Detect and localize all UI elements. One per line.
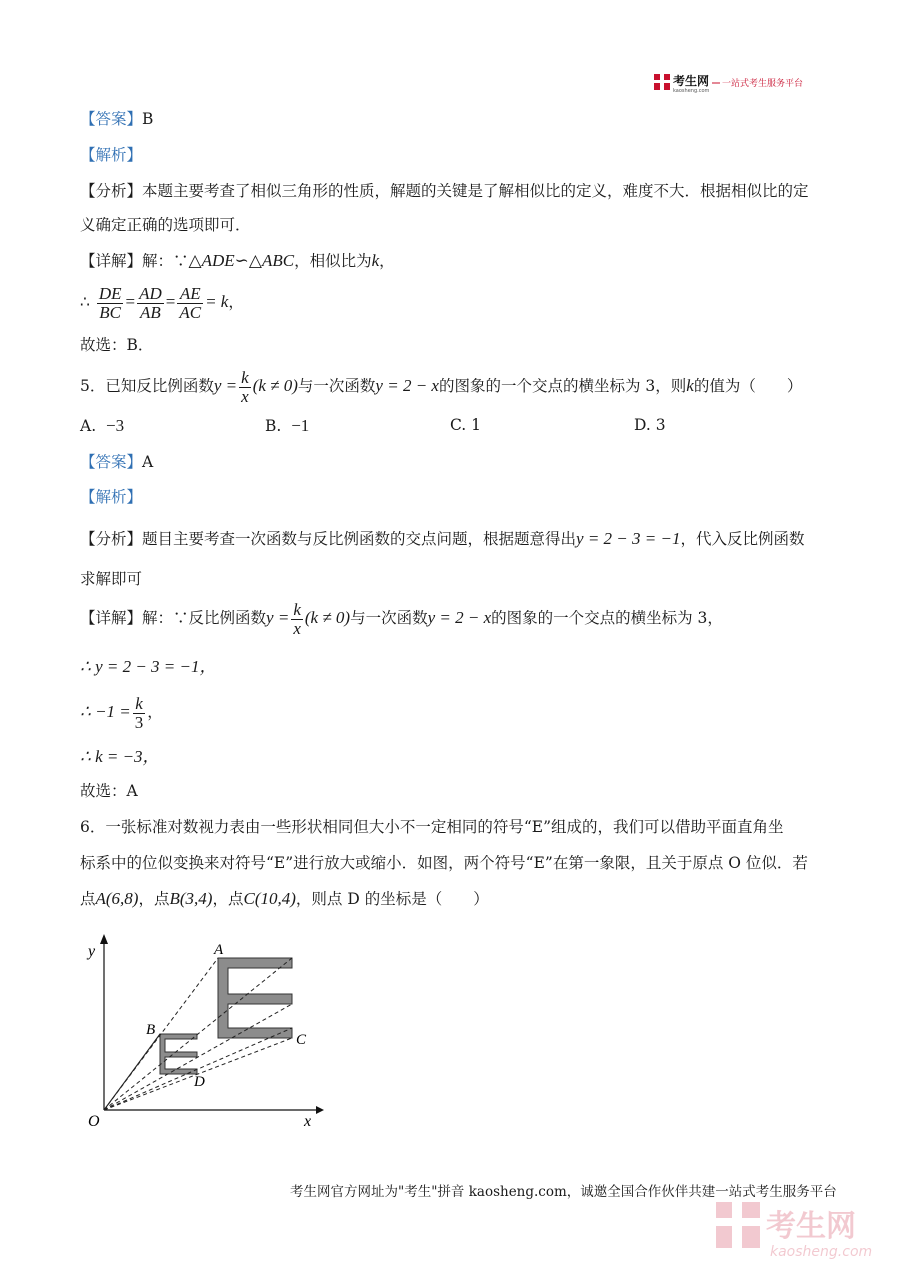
label-o: O xyxy=(88,1113,100,1130)
q5-analysis-tag: 【解析】 xyxy=(80,488,143,506)
x-axis-arrow xyxy=(316,1106,324,1114)
fraction: $\frac{k}{x}$ xyxy=(293,599,301,638)
q5-step2: ∴ −1 = $\frac{k}{3}$ ， xyxy=(80,693,163,732)
q6-line3: 点A(6,8)，点B(3,4)，点C(10,4)，则点 D 的坐标是（ ） xyxy=(80,889,489,908)
q5-option-c: C. 1 xyxy=(450,416,482,434)
y-axis-arrow xyxy=(100,934,108,944)
fraction: $\frac{k}{x}$ xyxy=(241,367,249,406)
label-c: C xyxy=(296,1032,307,1048)
q5-stem: 5．已知反比例函数y = $\frac{k}{x}$ (k ≠ 0)与一次函数y = 2 − x的图象的一个交点的横坐标为 3，则k的值为（ ） xyxy=(80,367,803,406)
q5-answer: 【答案】A xyxy=(80,453,154,471)
q5-option-d: D. 3 xyxy=(634,416,666,434)
q5-fenxi: 【分析】题目主要考查一次函数与反比例函数的交点问题，根据题意得出y = 2 − 3 = −1，代入反比例函数 xyxy=(80,529,805,548)
logo-slogan: 一站式考生服务平台 xyxy=(722,79,804,89)
q4-answer: 【答案】B xyxy=(80,110,154,128)
q5-fenxi-line2: 求解即可 xyxy=(80,570,143,588)
label-b: B xyxy=(146,1022,156,1038)
q4-detail: 【详解】解：∵△ADE∽△ABC，相似比为k， xyxy=(80,251,395,270)
label-a: A xyxy=(214,942,224,958)
q6-line1: 6．一张标准对数视力表由一些形状相同但大小不一定相同的符号“E”组成的，我们可以借助平面直角坐 xyxy=(80,818,784,836)
q5-step3: ∴ k = −3， xyxy=(80,747,160,766)
q5-choose: 故选：A xyxy=(80,782,138,800)
q4-fenxi-line2: 义确定正确的选项即可． xyxy=(80,216,251,234)
q6-line2: 标系中的位似变换来对符号“E”进行放大或缩小．如图，两个符号“E”在第一象限，且关于原点 O 位似．若 xyxy=(80,854,808,872)
fraction: $\frac{AD}{AB}$ xyxy=(139,283,162,322)
header-logo xyxy=(654,71,814,93)
watermark-brand: 考生网 xyxy=(766,1209,856,1244)
label-y: y xyxy=(88,943,96,960)
watermark-logo xyxy=(714,1196,884,1262)
q5-option-a: A. −3 xyxy=(80,416,125,435)
large-e-shape xyxy=(218,958,292,1038)
ray-mid xyxy=(104,1004,292,1110)
q4-choose: 故选：B． xyxy=(80,336,154,354)
q4-analysis-tag: 【解析】 xyxy=(80,146,143,164)
homothety-figure xyxy=(76,930,326,1130)
q5-detail: 【详解】解：∵反比例函数y = $\frac{k}{x}$ (k ≠ 0)与一次函数y = 2 − x的图象的一个交点的横坐标为 3， xyxy=(80,599,723,638)
label-d: D xyxy=(194,1074,205,1090)
fraction: $\frac{DE}{BC}$ xyxy=(98,283,122,322)
watermark-domain: kaosheng.com xyxy=(770,1244,873,1260)
fraction: $\frac{AE}{AC}$ xyxy=(179,283,202,322)
logo-brand: 考生网 xyxy=(673,74,710,88)
footer-text: 考生网官方网址为"考生"拼音 kaosheng.com，诚邀全国合作伙伴共建一站式考生服务平台 xyxy=(290,1184,837,1200)
ray-oc-upper xyxy=(104,1028,292,1110)
q4-fenxi: 【分析】本题主要考查了相似三角形的性质，解题的关键是了解相似比的定义，难度不大．根据相似比的定 xyxy=(80,182,809,200)
fraction: $\frac{k}{3}$ xyxy=(134,693,144,732)
q5-option-b: B. −1 xyxy=(265,416,310,435)
q4-ratio-equation: ∴ $\frac{DE}{BC}$ = $\frac{AD}{AB}$ = $\frac{AE}{AC}$ = k， xyxy=(80,283,244,322)
segment-ob xyxy=(104,1034,160,1110)
label-x: x xyxy=(304,1113,312,1130)
logo-domain: kaosheng.com xyxy=(673,88,710,93)
q5-step1: ∴ y = 2 − 3 = −1， xyxy=(80,657,217,676)
